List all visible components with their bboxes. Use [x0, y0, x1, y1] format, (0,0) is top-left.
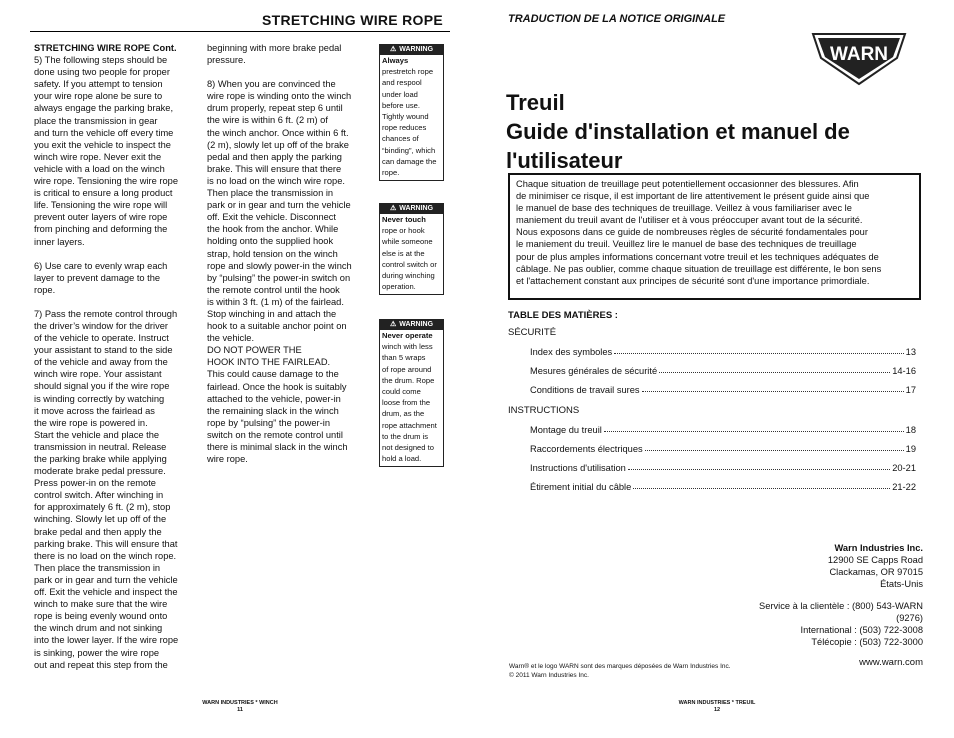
warning-text-line: the drum. Rope [382, 375, 435, 385]
body-text-line: fairlead. Once the hook is suitably [207, 381, 347, 392]
toc-entry-page: 13 [905, 347, 916, 357]
body-text-line: for approximately 6 ft. (2 m), stop [34, 502, 171, 513]
body-text-line: 8) When you are convinced the [207, 79, 336, 90]
body-text-line: wire rope is winding onto the winch [207, 91, 352, 102]
body-text-line: rope and slowly power-in the winch [207, 260, 352, 271]
body-text-line: rope. [34, 284, 56, 295]
website-link[interactable]: www.warn.com [859, 657, 923, 668]
warning-triangle-icon: ⚠ [389, 46, 397, 53]
body-text-line: wire rope. Tensioning the wire rope [34, 176, 179, 187]
right-footer-title: WARN INDUSTRIES * TREUIL [678, 700, 756, 706]
body-text-line: the vehicle. [207, 333, 255, 344]
body-text-line: switch on the remote control until [207, 429, 343, 440]
warning-text-line: and respool [382, 78, 422, 88]
left-column-2 [207, 42, 375, 465]
body-text-line: 5) The following steps should be [34, 55, 168, 66]
body-text-line: place the transmission in gear [34, 115, 158, 126]
body-text-line: brake pedal and then apply the [34, 526, 162, 537]
body-text-line [34, 296, 199, 308]
warning-label: WARNING [399, 205, 434, 212]
toc-entry-page: 18 [905, 425, 916, 435]
body-text-line: parking brake. This will ensure that [34, 538, 178, 549]
warning-text-line: not designed to [382, 443, 434, 453]
body-text-line: rope by “pulsing” the power-in [207, 417, 330, 428]
body-text-line: This could cause damage to the [207, 369, 339, 380]
toc-entry-label: Conditions de travail sures [530, 385, 640, 395]
warning-box [379, 319, 444, 467]
warning-text-line: rope. [382, 168, 400, 178]
body-text-line: the remote control until the hook [207, 284, 340, 295]
body-text-line: holding onto the supplied hook [207, 236, 334, 247]
toc-section-heading: INSTRUCTIONS [508, 405, 580, 416]
address-city: Clackamas, OR 97015 [829, 567, 923, 577]
left-footer [190, 700, 290, 714]
contact-line: International : (503) 722-3008 [800, 625, 923, 635]
toc-entry-page: 19 [905, 444, 916, 454]
left-page-header: STRETCHING WIRE ROPE [262, 12, 444, 28]
toc-entry-page: 14-16 [892, 366, 916, 376]
body-text-line: out and repeat this step from the [34, 659, 168, 670]
body-text-line: the wire rope is powered in. [34, 417, 148, 428]
toc-dot-leader [642, 385, 904, 392]
body-text-line: DO NOT POWER THE [207, 345, 302, 356]
warning-triangle-icon: ⚠ [389, 321, 397, 328]
warning-text-line: under load [382, 89, 418, 99]
notice-line: pour de plus amples informations concernant votre treuil et les techniques adéquates de [516, 251, 879, 262]
toc-dot-leader [628, 463, 890, 470]
body-text-line: the wire is within 6 ft. (2 m) of [207, 115, 328, 126]
warning-text-line: Always [382, 56, 409, 65]
body-text-line: Stop winching in and attach the [207, 308, 337, 319]
body-text-line: park or in gear and turn the vehicle [34, 574, 178, 585]
body-text-line: off. Exit the vehicle. Disconnect [207, 212, 337, 223]
warning-text-line: drum, as the [382, 409, 425, 419]
toc-entry-label: Montage du treuil [530, 425, 602, 435]
toc-dot-leader [633, 482, 890, 489]
warning-text-line: prestretch rope [382, 67, 434, 77]
contact-line: (9276) [896, 613, 923, 623]
body-text-line: from pinching and deforming the [34, 224, 168, 235]
body-text-line: it move across the fairlead as [34, 405, 155, 416]
warning-text-line: before use. [382, 100, 420, 110]
notice-line: le manuel de base des techniques de treuillage. Veillez à vous familiariser avec le [516, 203, 852, 214]
body-text-line: HOOK INTO THE FAIRLEAD. [207, 357, 331, 368]
body-text-line: winching. Slowly let up off of the [34, 514, 167, 525]
body-text-line: inner layers. [34, 236, 85, 247]
body-text-line: the driver’s window for the driver [34, 320, 169, 331]
body-text-line: the parking brake while applying [34, 454, 167, 464]
body-text-line: there is no load on the winch rope. [34, 550, 177, 561]
company-name: Warn Industries Inc. [834, 543, 923, 553]
toc-dot-leader [659, 366, 890, 373]
body-text-line [34, 248, 199, 260]
trademark-line: Warn® et le logo WARN sont des marques déposées de Warn Industries Inc. [509, 663, 731, 670]
body-text-line: STRETCHING WIRE ROPE Cont. [34, 43, 177, 53]
body-text-line: the hook from the anchor. While [207, 224, 339, 235]
title-line: Guide d'installation et manuel de [506, 119, 850, 144]
body-text-line: Then place the transmission in [207, 188, 334, 199]
toc-entry[interactable] [530, 444, 916, 454]
body-text-line: is within 3 ft. (1 m) of the fairlead. [207, 296, 344, 307]
body-text-line: of the vehicle and away from the [34, 357, 168, 368]
body-text-line: always engage the parking brake, [34, 103, 174, 114]
warn-logo [811, 32, 907, 86]
warning-header [380, 204, 443, 214]
toc-dot-leader [604, 425, 904, 432]
warning-text-line: else is at the [382, 248, 425, 258]
contact-info [759, 600, 923, 648]
safety-notice-box [508, 173, 921, 300]
body-text-line: park or in gear and turn the vehicle [207, 200, 351, 211]
toc-entry-label: Instructions d'utilisation [530, 463, 626, 473]
body-text-line: strap, hold tension on the winch [207, 248, 338, 259]
body-text-line: by “pulsing” the power-in switch on [207, 272, 351, 283]
toc-entry-label: Mesures générales de sécurité [530, 366, 658, 376]
body-text-line: of the vehicle to operate. Instruct [34, 333, 169, 344]
warning-text-line: while someone [382, 237, 433, 247]
toc-entry[interactable] [530, 347, 916, 357]
body-text-line: hook to a suitable anchor point on [207, 321, 347, 332]
warning-text-line: Never touch [382, 215, 426, 224]
warning-text-line: could come [382, 387, 421, 397]
body-text-line: done using two people for proper [34, 67, 170, 78]
body-text-line: the winch anchor. Once within 6 ft. [207, 127, 349, 138]
toc-entry[interactable] [530, 425, 916, 435]
body-text-line: control switch. After winching in [34, 490, 164, 501]
warning-text-line: chances of [382, 134, 419, 144]
warning-text-line: Never operate [382, 331, 433, 340]
body-text-line: your wire rope alone be sure to [34, 91, 163, 102]
title-line: Treuil [506, 90, 565, 115]
body-text-line: transmission in neutral. Release [34, 441, 167, 452]
warning-header [380, 320, 443, 330]
body-text-line: wire rope. [207, 454, 248, 465]
address-country: États-Unis [880, 579, 923, 589]
trademark-notice [509, 662, 731, 680]
left-footer-title: WARN INDUSTRIES * WINCH [202, 700, 278, 706]
body-text-line: prevent outer layers of wire rope [34, 212, 168, 223]
body-text-line: is no load on the winch wire rope. [207, 175, 345, 186]
notice-line: de minimiser ce risque, il est important de lire attentivement le présent guide ainsi que [516, 191, 870, 202]
toc-entry-label: Étirement initial du câble [530, 482, 632, 492]
warning-text-line: rope or hook [382, 226, 425, 236]
warning-text-line: winch with less [382, 342, 433, 352]
notice-line: Chaque situation de treuillage peut potentiellement occasionner des blessures. Afin [516, 179, 859, 189]
body-text-line: the winch drum and not sinking [34, 623, 163, 634]
body-text-line: you exit the vehicle to inspect the [34, 139, 171, 150]
toc-entry[interactable] [530, 366, 916, 376]
body-text-line [207, 66, 375, 78]
body-text-line: drum properly, repeat step 6 until [207, 103, 343, 114]
body-text-line: pedal and then apply the parking [207, 151, 342, 162]
toc-entry-page: 21-22 [892, 482, 916, 492]
body-text-line: life. Tensioning the wire rope will [34, 200, 168, 211]
warning-text-line: control switch or [382, 259, 437, 269]
body-text-line: your assistant to stand to the side [34, 345, 173, 356]
warning-text-line: can damage the [382, 156, 437, 166]
warning-triangle-icon: ⚠ [389, 205, 397, 212]
toc-entry[interactable] [530, 463, 916, 473]
left-page-number: 11 [237, 707, 243, 713]
toc-dot-leader [614, 347, 903, 354]
title-line: l'utilisateur [506, 148, 623, 173]
address-street: 12900 SE Capps Road [827, 555, 923, 565]
right-page-number: 12 [713, 707, 721, 713]
warning-text-line: to the drum is [382, 431, 429, 441]
body-text-line: 7) Pass the remote control through [34, 308, 178, 319]
page-title [506, 88, 850, 175]
toc-entry-label: Index des symboles [530, 347, 613, 357]
toc-title: TABLE DES MATIÈRES : [508, 310, 618, 321]
body-text-line: winch wire rope. Your assistant [34, 369, 162, 380]
left-column-1 [34, 42, 199, 671]
warning-label: WARNING [399, 321, 434, 328]
toc-dot-leader [645, 444, 904, 451]
toc-entry[interactable] [530, 482, 916, 492]
header-rule [30, 31, 450, 32]
notice-line: le maniement du treuil. Veuillez lire le manuel de base des techniques de treuillage [516, 239, 857, 250]
warning-text-line: operation. [382, 282, 416, 292]
body-text-line: attached to the vehicle, power-in [207, 393, 341, 404]
body-text-line: brake. This will ensure that there [207, 163, 342, 174]
copyright-line: © 2011 Warn Industries Inc. [509, 672, 589, 679]
contact-line: Service à la clientèle : (800) 543-WARN [759, 601, 923, 611]
body-text-line: winch to make sure that the wire [34, 599, 168, 610]
toc-section-heading: SÉCURITÉ [508, 327, 557, 338]
body-text-line: vehicle with a load on the winch [34, 163, 165, 174]
body-text-line: is winding correctly by watching [34, 393, 165, 404]
body-text-line: and turn the vehicle off every time [34, 127, 174, 138]
body-text-line: Then place the transmission in [34, 562, 161, 573]
body-text-line: moderate brake pedal pressure. [34, 466, 166, 477]
warning-header [380, 45, 443, 55]
body-text-line: rope is being evenly wound onto [34, 611, 168, 622]
body-text-line: off. Exit the vehicle and inspect the [34, 587, 178, 598]
warning-text-line: of rope around [382, 364, 432, 374]
toc-entry-page: 17 [905, 385, 916, 395]
body-text-line: there is minimal slack in the winch [207, 442, 348, 452]
body-text-line: Press power-in on the remote [34, 478, 156, 489]
notice-line: câblage. Ne pas oublier, comme chaque situation de treuillage est différente, le bon sens [516, 263, 882, 274]
right-page-header: TRADUCTION DE LA NOTICE ORIGINALE [508, 13, 726, 25]
body-text-line: is sinking, power the wire rope [34, 647, 160, 658]
warning-text-line: hold a load. [382, 454, 422, 464]
body-text-line: winch wire rope. Never exit the [34, 151, 162, 162]
warning-text-line: Tightly wound [382, 112, 429, 122]
warning-box [379, 44, 444, 181]
warning-text-line: than 5 wraps [382, 353, 426, 363]
body-text-line: layer to prevent damage to the [34, 272, 161, 283]
toc-entry[interactable] [530, 385, 916, 395]
body-text-line: safety. If you attempt to tension [34, 79, 163, 90]
body-text-line: (2 m), slowly let up off of the brake [207, 139, 349, 150]
body-text-line: is critical to ensure a long product [34, 188, 173, 199]
notice-line: maniement du treuil avant de l'utiliser et à vous préoccuper avant tout de la sécurité. [516, 215, 863, 226]
right-footer [664, 700, 770, 714]
warning-text-line: rope attachment [382, 420, 437, 430]
body-text-line: the remaining slack in the winch [207, 405, 339, 416]
body-text-line: 6) Use care to evenly wrap each [34, 260, 168, 271]
toc-entry-page: 20-21 [892, 463, 916, 473]
body-text-line: Start the vehicle and place the [34, 429, 160, 440]
warning-box [379, 203, 444, 295]
warning-text-line: loose from the [382, 398, 431, 408]
logo-wordmark: WARN [829, 44, 889, 65]
contact-line: Télécopie : (503) 722-3000 [811, 637, 923, 647]
company-address [828, 542, 923, 590]
notice-line: et l'attachement constant aux principes de sécurité sont d'une importance primordiale. [516, 275, 870, 286]
body-text-line: should signal you if the wire rope [34, 381, 170, 392]
body-text-line: beginning with more brake pedal [207, 43, 342, 53]
warning-label: WARNING [399, 46, 434, 53]
toc-entry-label: Raccordements électriques [530, 444, 643, 454]
warning-text-line: “binding”, which [382, 145, 436, 155]
notice-line: Nous exposons dans ce guide de nombreuses règles de sécurité fondamentales pour [516, 227, 868, 238]
warning-text-line: during winching [382, 271, 435, 281]
body-text-line: pressure. [207, 55, 246, 66]
warning-text-line: rope reduces [382, 123, 427, 133]
body-text-line: into the lower layer. If the wire rope [34, 635, 179, 646]
